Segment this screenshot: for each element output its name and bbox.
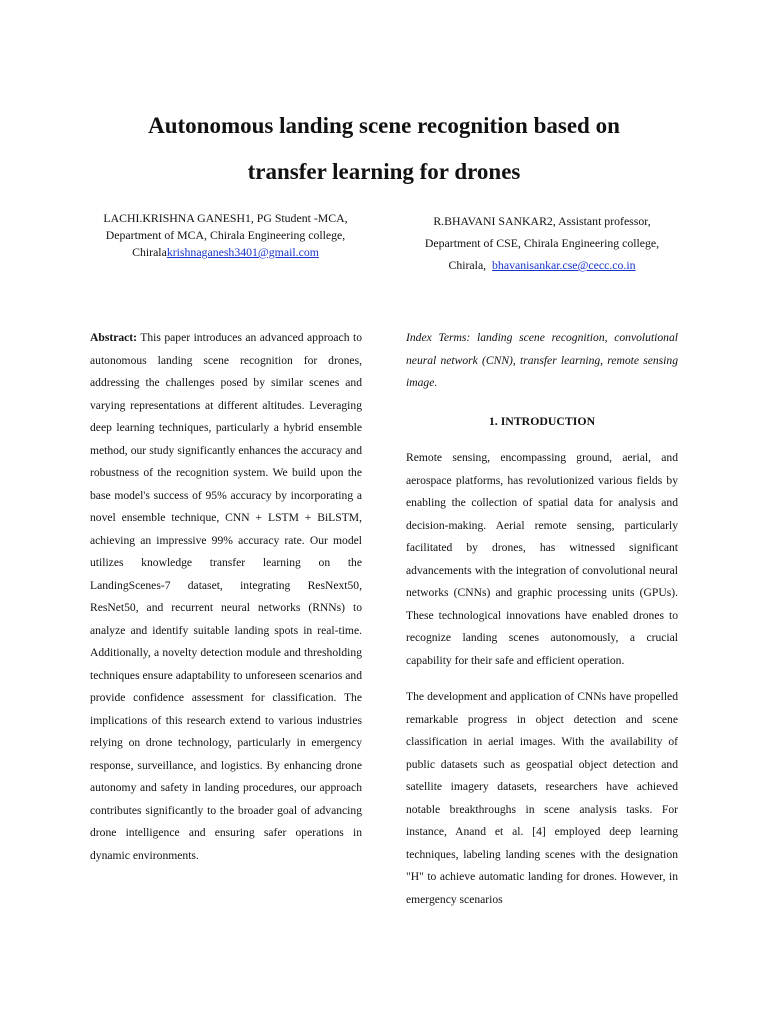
index-terms: Index Terms: landing scene recognition, convolutional neural network (CNN), transfer learning, remote sensing image.: [406, 331, 678, 389]
left-column: [90, 327, 362, 867]
author-block-1: [84, 210, 367, 261]
abstract-text: This paper introduces an advanced approach to autonomous landing scene recognition for drones, addressing the challenges posed by similar scenes and varying representations at different altitudes. Leveraging deep learning techniques, particularly a hybrid ensemble method, our study significantly enhances the accuracy and robustness of the recognition system. We build upon the base model's success of 95% accuracy by incorporating a novel ensemble technique, CNN + LSTM + BiLSTM, achieving an impressive 99% accuracy rate. Our model utilizes knowledge transfer learning on the LandingScenes-7 dataset, integrating ResNext50, ResNet50, and recurrent neural networks (RNNs) to analyze and identify suitable landing spots in real-time. Additionally, a novelty detection module and thresholding techniques ensure adaptability to unforeseen scenarios and provide confidence assessment for classification. The implications of this research extend to various industries relying on drone technology, particularly in emergency response, surveillance, and logistics. By enhancing drone autonomy and safety in landing procedures, our approach contributes significantly to the broader goal of advancing drone intelligence and ensuring safer operations in dynamic environments.: [90, 331, 362, 862]
author-2-name-line: R.BHAVANI SANKAR2, Assistant professor,: [433, 214, 651, 228]
author-block-2: [400, 210, 684, 276]
author-1-name-line: LACHI.KRISHNA GANESH1, PG Student -MCA,: [103, 211, 348, 225]
author-1-department-line: Department of MCA, Chirala Engineering college,: [105, 228, 346, 242]
paper-title-line-2: transfer learning for drones: [247, 159, 521, 184]
author-2-contact-line: [400, 254, 684, 276]
author-1-contact-line: [84, 244, 367, 261]
author-2-city: Chirala,: [448, 258, 493, 272]
author-2-email-link[interactable]: bhavanisankar.cse@cecc.co.in: [492, 258, 636, 272]
abstract-paragraph: [90, 327, 362, 867]
author-1-city: Chirala: [132, 245, 167, 259]
paper-title: [0, 103, 768, 195]
paper-title-line-1: Autonomous landing scene recognition based on: [148, 113, 620, 138]
introduction-heading: 1. INTRODUCTION: [488, 413, 596, 428]
author-1-email-link[interactable]: krishnaganesh3401@gmail.com: [166, 245, 319, 259]
author-2-department-line: Department of CSE, Chirala Engineering college,: [424, 236, 660, 250]
abstract-label: Abstract:: [90, 331, 138, 344]
introduction-paragraph-2: The development and application of CNNs have propelled remarkable progress in object detection and scene classification in aerial images. With the availability of public datasets such as geospatial object detection and satellite imagery datasets, researchers have achieved notable breakthroughs in scene analysis tasks. For instance, Anand et al. [4] employed deep learning techniques, labeling landing scenes with the designation "H" to achieve automatic landing for drones. However, in emergency scenarios: [406, 690, 678, 906]
introduction-paragraph-1: Remote sensing, encompassing ground, aerial, and aerospace platforms, has revolutionized various fields by enabling the collection of spatial data for analysis and decision-making. Aerial remote sensing, particularly facilitated by drones, has witnessed significant advancements with the integration of convolutional neural networks (CNNs) and graphic processing units (GPUs). These technological innovations have enabled drones to recognize landing scenes autonomously, a crucial capability for their safe and efficient operation.: [406, 451, 678, 667]
right-column: [406, 327, 678, 911]
